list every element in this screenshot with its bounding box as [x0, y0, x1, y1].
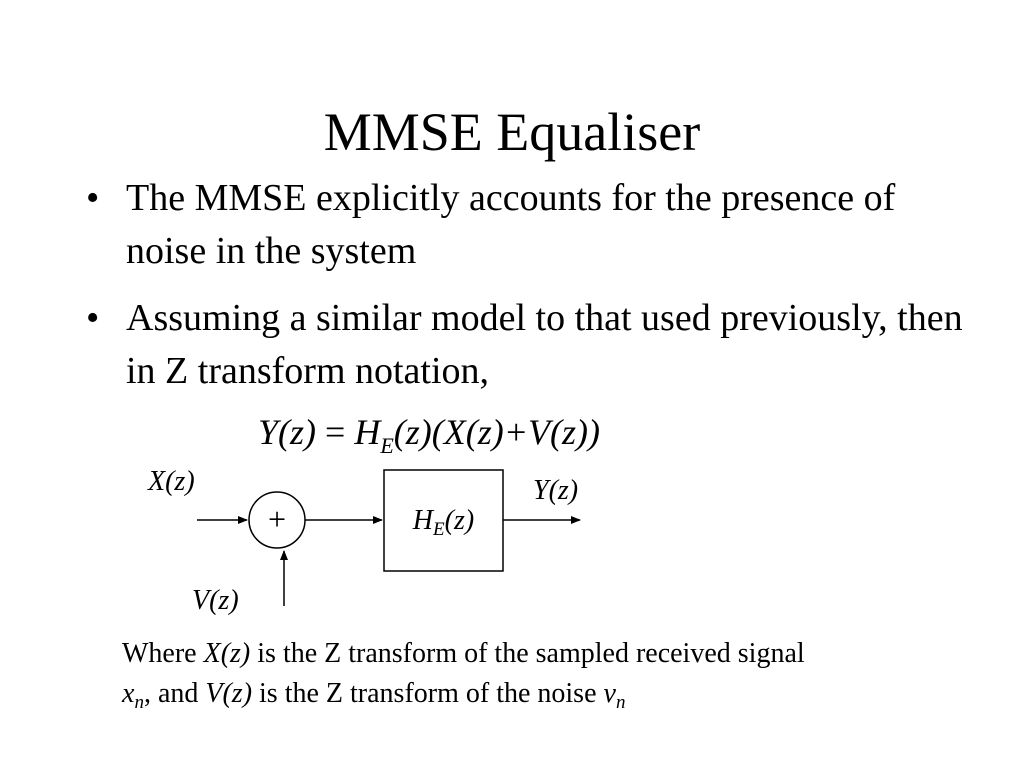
note-v: v [603, 678, 616, 709]
note-x: x [122, 678, 135, 709]
note-text: is the Z transform of the noise [252, 678, 604, 709]
note-text: , and [143, 678, 206, 709]
bullet-dot: • [86, 297, 100, 339]
filter-label [384, 470, 503, 571]
bullet-text: The MMSE explicitly accounts for the presence of noise in the system [126, 177, 896, 272]
note-text: Where [122, 638, 204, 669]
footnote [122, 634, 1002, 723]
equation-rhs: (z)(X(z)+V(z)) [393, 412, 600, 452]
filter-arg: (z) [444, 505, 475, 536]
equation-equals: = [325, 412, 346, 452]
noise-label: V(z) [192, 585, 239, 616]
output-label: Y(z) [533, 475, 579, 506]
filter-sub: E [433, 519, 445, 540]
equation-lhs: Y(z) [258, 412, 317, 452]
filter-h: H [412, 505, 434, 536]
equation-h-sub: E [380, 433, 394, 458]
equation-h: H [354, 412, 381, 452]
note-text: is the Z transform of the sampled received signal [250, 638, 805, 669]
note-vz: V(z) [205, 678, 253, 709]
bullet-dot: • [86, 177, 100, 219]
note-sub-n: n [615, 692, 626, 713]
slide-title: MMSE Equaliser [323, 102, 701, 162]
bullet-text: Assuming a similar model to that used previously, then in Z transform notation, [126, 297, 963, 392]
input-label: X(z) [148, 466, 195, 497]
note-xz: X(z) [203, 638, 251, 669]
summer-symbol: + [267, 501, 287, 537]
note-sub-n: n [134, 692, 144, 713]
